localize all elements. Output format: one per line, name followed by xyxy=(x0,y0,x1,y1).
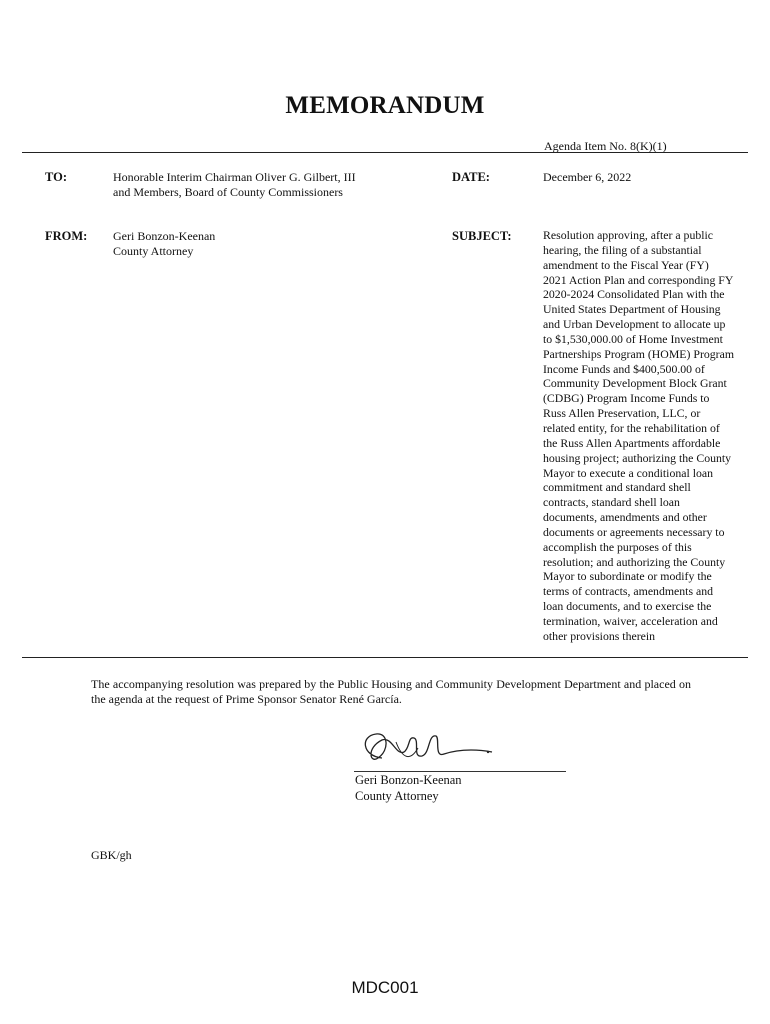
from-line-2: County Attorney xyxy=(113,244,194,258)
subject-line: Resolution approving, after a public xyxy=(543,228,714,242)
subject-line: loan documents, and to exercise the xyxy=(543,599,712,614)
subject-line: housing project; authorizing the County xyxy=(543,450,732,465)
subject-line: terms of contracts, amendments and xyxy=(543,584,714,599)
subject-line: Mayor to execute a conditional loan xyxy=(543,465,714,480)
subject-line: accomplish the purposes of this xyxy=(543,539,692,554)
subject-line: termination, waiver, acceleration and xyxy=(543,613,718,628)
to-label: TO: xyxy=(45,170,67,184)
signer-block xyxy=(355,773,462,804)
subject-line: the Russ Allen Apartments affordable xyxy=(543,435,721,450)
subject-line: Income Funds and $400,500.00 of xyxy=(543,361,705,376)
from-sender xyxy=(113,229,215,259)
date-value: December 6, 2022 xyxy=(543,170,632,184)
subject-line: commitment and standard shell xyxy=(543,480,691,495)
subject-line: and Urban Development to allocate up xyxy=(543,317,726,332)
handwritten-signature xyxy=(352,728,572,774)
to-recipient xyxy=(113,170,403,200)
document-code: MDC001 xyxy=(351,978,419,997)
subject-line: United States Department of Housing xyxy=(543,302,721,317)
from-line-1: Geri Bonzon-Keenan xyxy=(113,229,216,243)
subject-line: 2021 Action Plan and corresponding FY xyxy=(543,272,734,287)
signature-line xyxy=(354,771,566,772)
body-paragraph: The accompanying resolution was prepared by the Public Housing and Community Development Department and placed on the agenda at the request of Prime Sponsor Senator René García. xyxy=(91,677,691,706)
subject-line: amendment to the Fiscal Year (FY) xyxy=(543,257,709,272)
subject-text xyxy=(543,228,749,644)
date-label: DATE: xyxy=(452,170,490,184)
subject-line: Partnerships Program (HOME) Program xyxy=(543,346,735,361)
signer-title: County Attorney xyxy=(355,788,439,803)
header-divider-bottom xyxy=(22,657,748,658)
subject-line: Russ Allen Preservation, LLC, or xyxy=(543,406,701,421)
from-label: FROM: xyxy=(45,229,88,243)
header-divider-top xyxy=(22,152,748,153)
to-line-1: Honorable Interim Chairman Oliver G. Gilbert, III xyxy=(113,170,356,184)
subject-line: Community Development Block Grant xyxy=(543,376,727,391)
author-initials: GBK/gh xyxy=(91,848,132,862)
subject-line: contracts, standard shell loan xyxy=(543,495,680,510)
subject-line: related entity, for the rehabilitation of xyxy=(543,420,720,435)
to-line-2: and Members, Board of County Commissioners xyxy=(113,185,343,199)
subject-label: SUBJECT: xyxy=(452,229,512,243)
memo-title: MEMORANDUM xyxy=(285,92,485,119)
subject-line: resolution; and authorizing the County xyxy=(543,554,726,569)
subject-line: to $1,530,000.00 of Home Investment xyxy=(543,331,723,346)
subject-line: (CDBG) Program Income Funds to xyxy=(543,391,710,406)
agenda-item-number: Agenda Item No. 8(K)(1) xyxy=(544,139,667,153)
subject-line: Mayor to subordinate or modify the xyxy=(543,569,712,584)
subject-line: documents or agreements necessary to xyxy=(543,524,725,539)
subject-line: documents, amendments and other xyxy=(543,510,707,525)
subject-line: other provisions therein xyxy=(543,628,656,643)
signer-name: Geri Bonzon-Keenan xyxy=(355,773,462,787)
subject-line: hearing, the filing of a substantial xyxy=(543,242,702,257)
subject-line: 2020-2024 Consolidated Plan with the xyxy=(543,287,725,302)
